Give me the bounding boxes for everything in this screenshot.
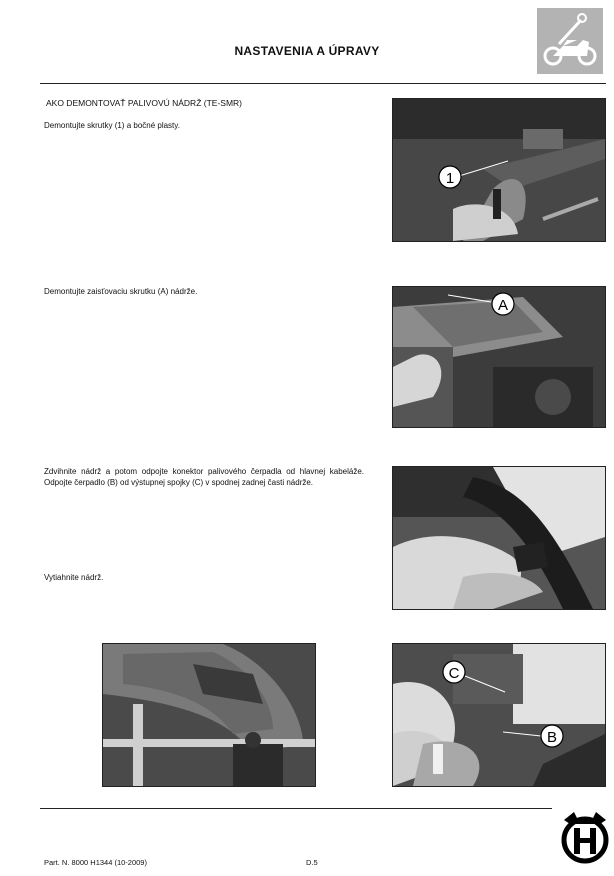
page-number: D.5 [306, 858, 318, 867]
photo-step-3 [392, 466, 606, 610]
callout-1 [439, 166, 461, 188]
callout-B [541, 725, 563, 747]
step-4-text: Vytiahnite nádrž. [44, 573, 104, 582]
photo-step-2 [392, 286, 606, 428]
photo-step-1 [392, 98, 606, 242]
svg-text:B: B [546, 729, 558, 746]
svg-text:C: C [448, 665, 460, 682]
header-rule [40, 83, 606, 84]
photo-step-5 [392, 643, 606, 787]
page-title: NASTAVENIA A ÚPRAVY [234, 44, 380, 58]
husqvarna-logo-icon [560, 810, 610, 866]
step-3-text: Zdvihnite nádrž a potom odpojte konektor palivového čerpadla od hlavnej kabeláže. Odpojte čerpadlo (B) od výstupnej spojky (C) v spodnej zadnej časti nádrže. [44, 467, 364, 487]
step-1-text: Demontujte skrutky (1) a bočné plasty. [44, 121, 180, 130]
svg-text:1: 1 [445, 170, 455, 187]
part-number: Part. N. 8000 H1344 (10-2009) [44, 858, 147, 867]
photo-step-4 [102, 643, 316, 787]
step-2-text: Demontujte zaisťovaciu skrutku (A) nádrže. [44, 287, 198, 296]
callout-A [492, 293, 514, 315]
motorcycle-wrench-icon [537, 8, 603, 74]
callout-C [443, 661, 465, 683]
svg-text:A: A [497, 297, 509, 314]
footer-rule [40, 808, 552, 809]
section-heading: AKO DEMONTOVAŤ PALIVOVÚ NÁDRŽ (TE-SMR) [46, 98, 242, 108]
